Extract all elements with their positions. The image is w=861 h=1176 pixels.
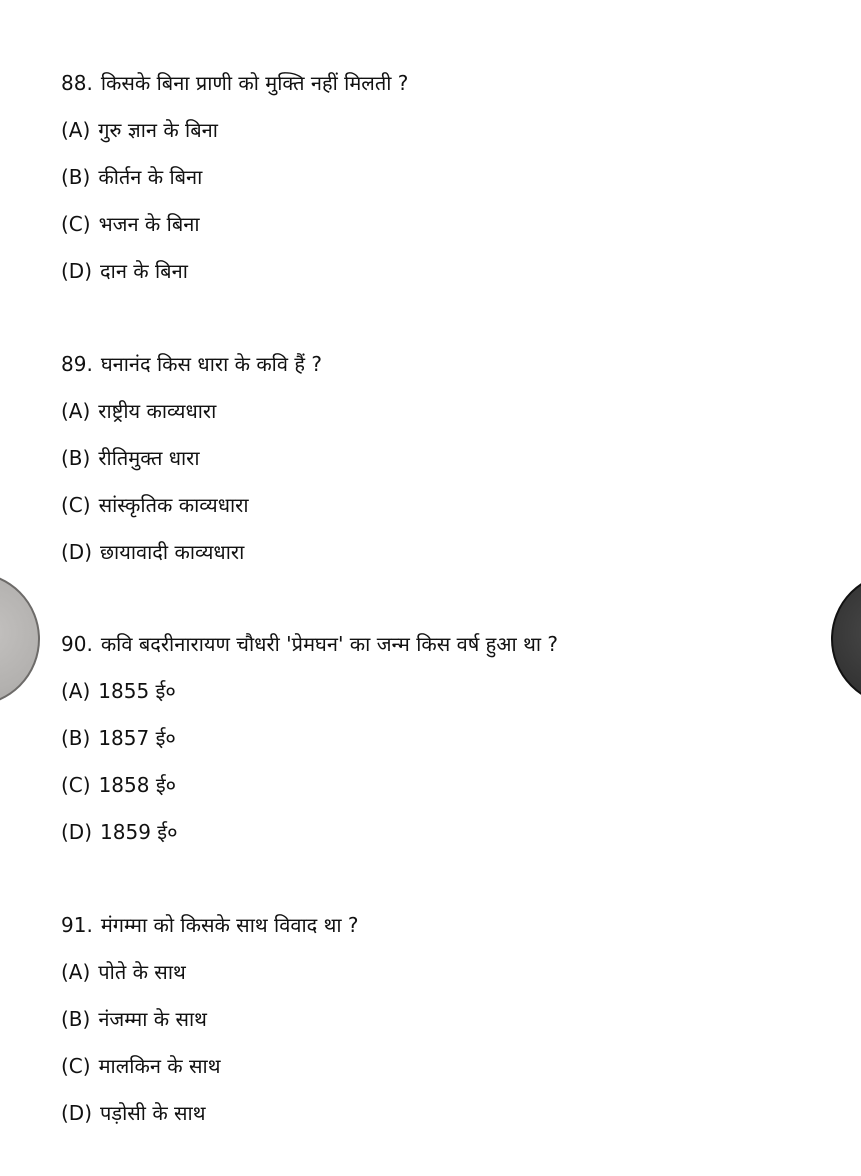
option-c	[61, 482, 821, 529]
option-text: भजन के बिना	[98, 212, 200, 236]
option-letter: (A)	[61, 679, 91, 703]
option-letter: (D)	[61, 1101, 93, 1125]
option-a	[61, 949, 821, 996]
option-letter: (A)	[61, 399, 91, 423]
option-text: कीर्तन के बिना	[98, 165, 203, 189]
question-text: कवि बदरीनारायण चौधरी 'प्रेमघन' का जन्म किस वर्ष हुआ था ?	[100, 632, 559, 656]
option-a	[61, 668, 821, 715]
option-text: 1859 ई०	[100, 820, 178, 844]
question-text: घनानंद किस धारा के कवि हैं ?	[100, 352, 322, 376]
option-letter: (A)	[61, 960, 91, 984]
option-text: नंजम्मा के साथ	[98, 1007, 207, 1031]
option-letter: (C)	[61, 212, 91, 236]
option-text: 1858 ई०	[98, 773, 177, 797]
option-text: पोते के साथ	[98, 960, 186, 984]
option-letter: (B)	[61, 1007, 91, 1031]
option-text: 1857 ई०	[98, 726, 176, 750]
option-c	[61, 201, 821, 248]
option-letter: (D)	[61, 820, 93, 844]
question-number: 89.	[61, 352, 93, 376]
option-d	[61, 529, 821, 576]
question-number: 88.	[61, 71, 93, 95]
option-b	[61, 715, 821, 762]
option-letter: (D)	[61, 540, 93, 564]
option-d	[61, 248, 821, 295]
option-letter: (A)	[61, 118, 91, 142]
option-b	[61, 996, 821, 1043]
option-text: दान के बिना	[100, 259, 188, 283]
option-text: मालकिन के साथ	[98, 1054, 221, 1078]
option-letter: (C)	[61, 1054, 91, 1078]
option-text: 1855 ई०	[98, 679, 176, 703]
option-text: राष्ट्रीय काव्यधारा	[98, 399, 217, 423]
question-number: 90.	[61, 632, 93, 656]
option-c	[61, 762, 821, 809]
question-text-line	[61, 902, 821, 949]
option-text: पड़ोसी के साथ	[100, 1101, 206, 1125]
option-c	[61, 1043, 821, 1090]
option-letter: (D)	[61, 259, 93, 283]
option-text: सांस्कृतिक काव्यधारा	[98, 493, 249, 517]
option-a	[61, 388, 821, 435]
question-text-line	[61, 621, 821, 668]
option-letter: (B)	[61, 165, 91, 189]
question-text-line	[61, 341, 821, 388]
question-number: 91.	[61, 913, 93, 937]
option-text: छायावादी काव्यधारा	[100, 540, 245, 564]
question-text: मंगम्मा को किसके साथ विवाद था ?	[100, 913, 359, 937]
question-text: किसके बिना प्राणी को मुक्ति नहीं मिलती ?	[100, 71, 409, 95]
question-block	[61, 60, 821, 295]
question-text-line	[61, 60, 821, 107]
option-letter: (B)	[61, 726, 91, 750]
option-a	[61, 107, 821, 154]
question-block	[61, 902, 821, 1137]
option-letter: (C)	[61, 493, 91, 517]
option-text: रीतिमुक्त धारा	[98, 446, 200, 470]
option-d	[61, 1090, 821, 1137]
option-letter: (B)	[61, 446, 91, 470]
question-block	[61, 341, 821, 576]
option-b	[61, 154, 821, 201]
left-overlay-circle	[0, 572, 40, 706]
option-b	[61, 435, 821, 482]
question-block	[61, 621, 821, 856]
right-overlay-circle	[831, 572, 861, 706]
option-text: गुरु ज्ञान के बिना	[98, 118, 218, 142]
option-d	[61, 809, 821, 856]
option-letter: (C)	[61, 773, 91, 797]
